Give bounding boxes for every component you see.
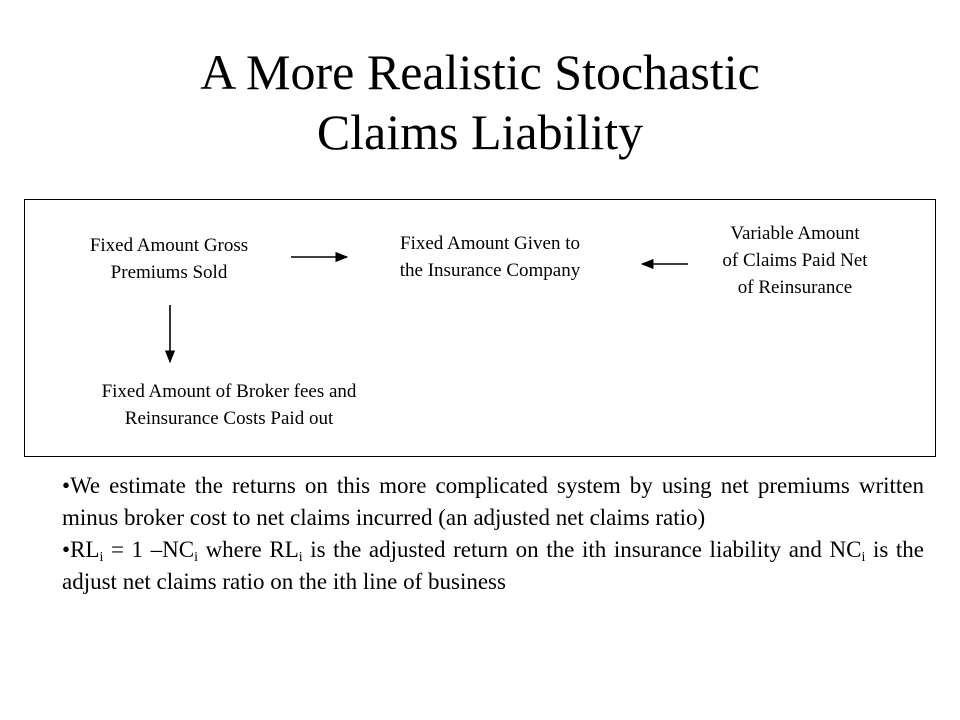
bullet-list: [62, 470, 924, 598]
bullet-2-eq: = 1 –NC: [103, 537, 195, 562]
bullet-item-2: $•RL_i = 1$ $-NC_i$ where $RL_i$ is the adjusted return on the ith insurance liability and $NC_i$ is the adjust net claims ratio on the ith line of business: [62, 537, 925, 594]
bullet-2-mid: is the adjusted return on the ith insurance liability and NC: [302, 537, 862, 562]
flow-diagram: [24, 199, 936, 457]
bullet-2-end: is the adjust net claims ratio on the ith line of business: [62, 537, 925, 594]
node-insurance-company-line-1: Fixed Amount Given to: [400, 233, 580, 254]
node-claims-paid-line-1: Variable Amount: [730, 223, 860, 244]
slide-title: [0, 42, 960, 162]
bullet-2-sub-3: i: [298, 550, 303, 565]
bullet-2-rl: RL: [70, 537, 100, 562]
title-line-1: A More Realistic Stochastic: [200, 44, 760, 100]
bullet-2-sub-2: i: [194, 550, 198, 565]
node-gross-premiums-line-1: Fixed Amount Gross: [89, 235, 249, 256]
bullet-2-where: where RL: [197, 537, 299, 562]
diagram-arrows: [25, 200, 935, 456]
node-claims-paid-line-3: of Reinsurance: [737, 277, 853, 298]
bullet-1-text: We estimate the returns on this more complicated system by using net premiums written minus broker cost to net claims incurred (an adjusted net claims ratio): [62, 473, 924, 530]
title-line-2: Claims Liability: [316, 104, 644, 160]
node-claims-paid-line-2: of Claims Paid Net: [722, 250, 868, 271]
bullet-2-sub-4: i: [861, 550, 866, 565]
bullet-2-sub-1: i: [99, 550, 104, 565]
node-insurance-company-line-2: the Insurance Company: [399, 260, 581, 281]
node-broker-fees-line-1: Fixed Amount of Broker fees and: [101, 381, 357, 402]
bullet-item-1: •We estimate the returns on this more complicated system by using net premiums written minus broker cost to net claims incurred (an adjusted net claims ratio): [62, 473, 924, 530]
node-gross-premiums-line-2: Premiums Sold: [110, 262, 228, 283]
node-broker-fees-line-2: Reinsurance Costs Paid out: [124, 408, 334, 429]
